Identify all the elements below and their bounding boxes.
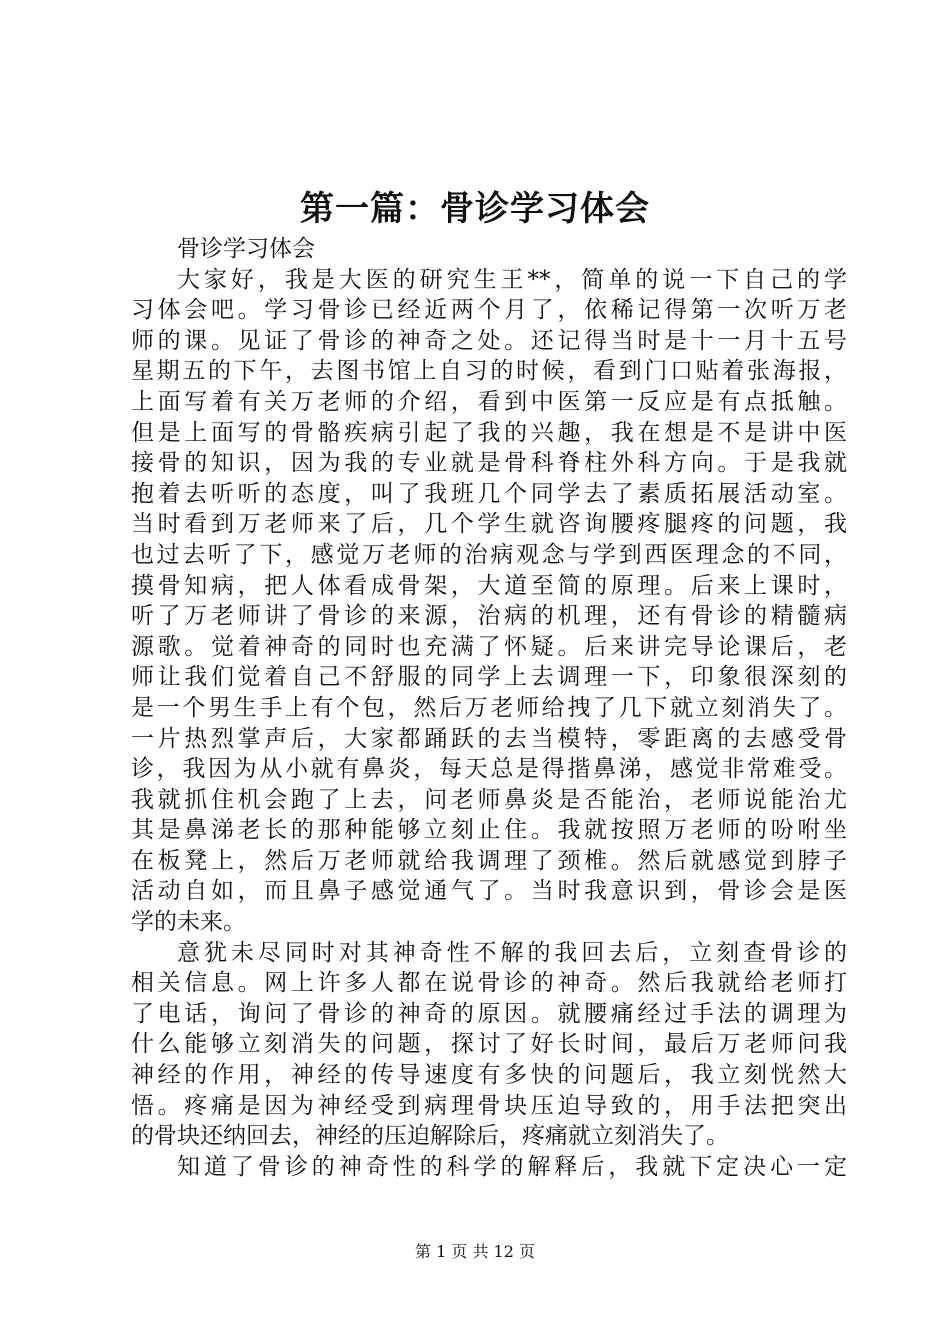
text-line: 的骨块还纳回去，神经的压迫解除后，疼痛就立刻消失了。	[131, 1123, 729, 1150]
text-line: 其是鼻涕老长的那种能够立刻止住。我就按照万老师的吩咐坐	[131, 817, 847, 844]
text-line: 接骨的知识，因为我的专业就是骨科脊柱外科方向。于是我就	[131, 450, 847, 477]
text-line: 在板凳上，然后万老师就给我调理了颈椎。然后就感觉到脖子	[131, 847, 847, 874]
page-footer: 第 1 页 共 12 页	[415, 1242, 535, 1261]
text-line: 但是上面写的骨骼疾病引起了我的兴趣，我在想是不是讲中医	[131, 419, 847, 446]
text-line: 相关信息。网上许多人都在说骨诊的神奇。然后我就给老师打	[131, 970, 847, 997]
text-line: 师让我们觉着自己不舒服的同学上去调理一下，印象很深刻的	[131, 664, 847, 691]
text-line: 悟。疼痛是因为神经受到病理骨块压迫导致的，用手法把突出	[131, 1092, 847, 1119]
text-line: 诊，我因为从小就有鼻炎，每天总是得揩鼻涕，感觉非常难受。	[131, 756, 847, 783]
text-line: 了电话，询问了骨诊的神奇的原因。就腰痛经过手法的调理为	[131, 1000, 847, 1027]
text-line: 摸骨知病，把人体看成骨架，大道至简的原理。后来上课时，	[131, 572, 847, 599]
text-line: 星期五的下午，去图书馆上自习的时候，看到门口贴着张海报，	[131, 358, 847, 385]
text-line: 骨诊学习体会	[177, 236, 315, 262]
text-line: 源歌。觉着神奇的同时也充满了怀疑。后来讲完导论课后，老	[131, 633, 847, 660]
text-line: 知道了骨诊的神奇性的科学的解释后，我就下定决心一定	[177, 1153, 847, 1180]
text-line: 抱着去听听的态度，叫了我班几个同学去了素质拓展活动室。	[131, 480, 847, 507]
text-line: 学的未来。	[131, 909, 246, 936]
text-line: 意犹未尽同时对其神奇性不解的我回去后，立刻查骨诊的	[177, 939, 847, 966]
page-title: 第一篇：骨诊学习体会	[300, 189, 650, 229]
text-line: 是一个男生手上有个包，然后万老师给拽了几下就立刻消失了。	[131, 694, 847, 721]
text-line: 师的课。见证了骨诊的神奇之处。还记得当时是十一月十五号	[131, 327, 847, 354]
text-line: 习体会吧。学习骨诊已经近两个月了，依稀记得第一次听万老	[131, 297, 847, 324]
text-line: 神经的作用，神经的传导速度有多快的问题后，我立刻恍然大	[131, 1062, 847, 1089]
text-line: 一片热烈掌声后，大家都踊跃的去当模特，零距离的去感受骨	[131, 725, 847, 752]
text-line: 我就抓住机会跑了上去，问老师鼻炎是否能治，老师说能治尤	[131, 786, 847, 813]
document-body	[131, 234, 847, 1182]
text-line: 上面写着有关万老师的介绍，看到中医第一反应是有点抵触。	[131, 388, 847, 415]
text-line: 活动自如，而且鼻子感觉通气了。当时我意识到，骨诊会是医	[131, 878, 847, 905]
text-line: 什么能够立刻消失的问题，探讨了好长时间，最后万老师问我	[131, 1031, 847, 1058]
text-line: 当时看到万老师来了后，几个学生就咨询腰疼腿疼的问题，我	[131, 511, 847, 538]
text-line: 大家好，我是大医的研究生王**，简单的说一下自己的学	[177, 266, 847, 293]
text-line: 听了万老师讲了骨诊的来源，治病的机理，还有骨诊的精髓病	[131, 603, 847, 630]
text-line: 也过去听了下，感觉万老师的治病观念与学到西医理念的不同，	[131, 541, 847, 568]
